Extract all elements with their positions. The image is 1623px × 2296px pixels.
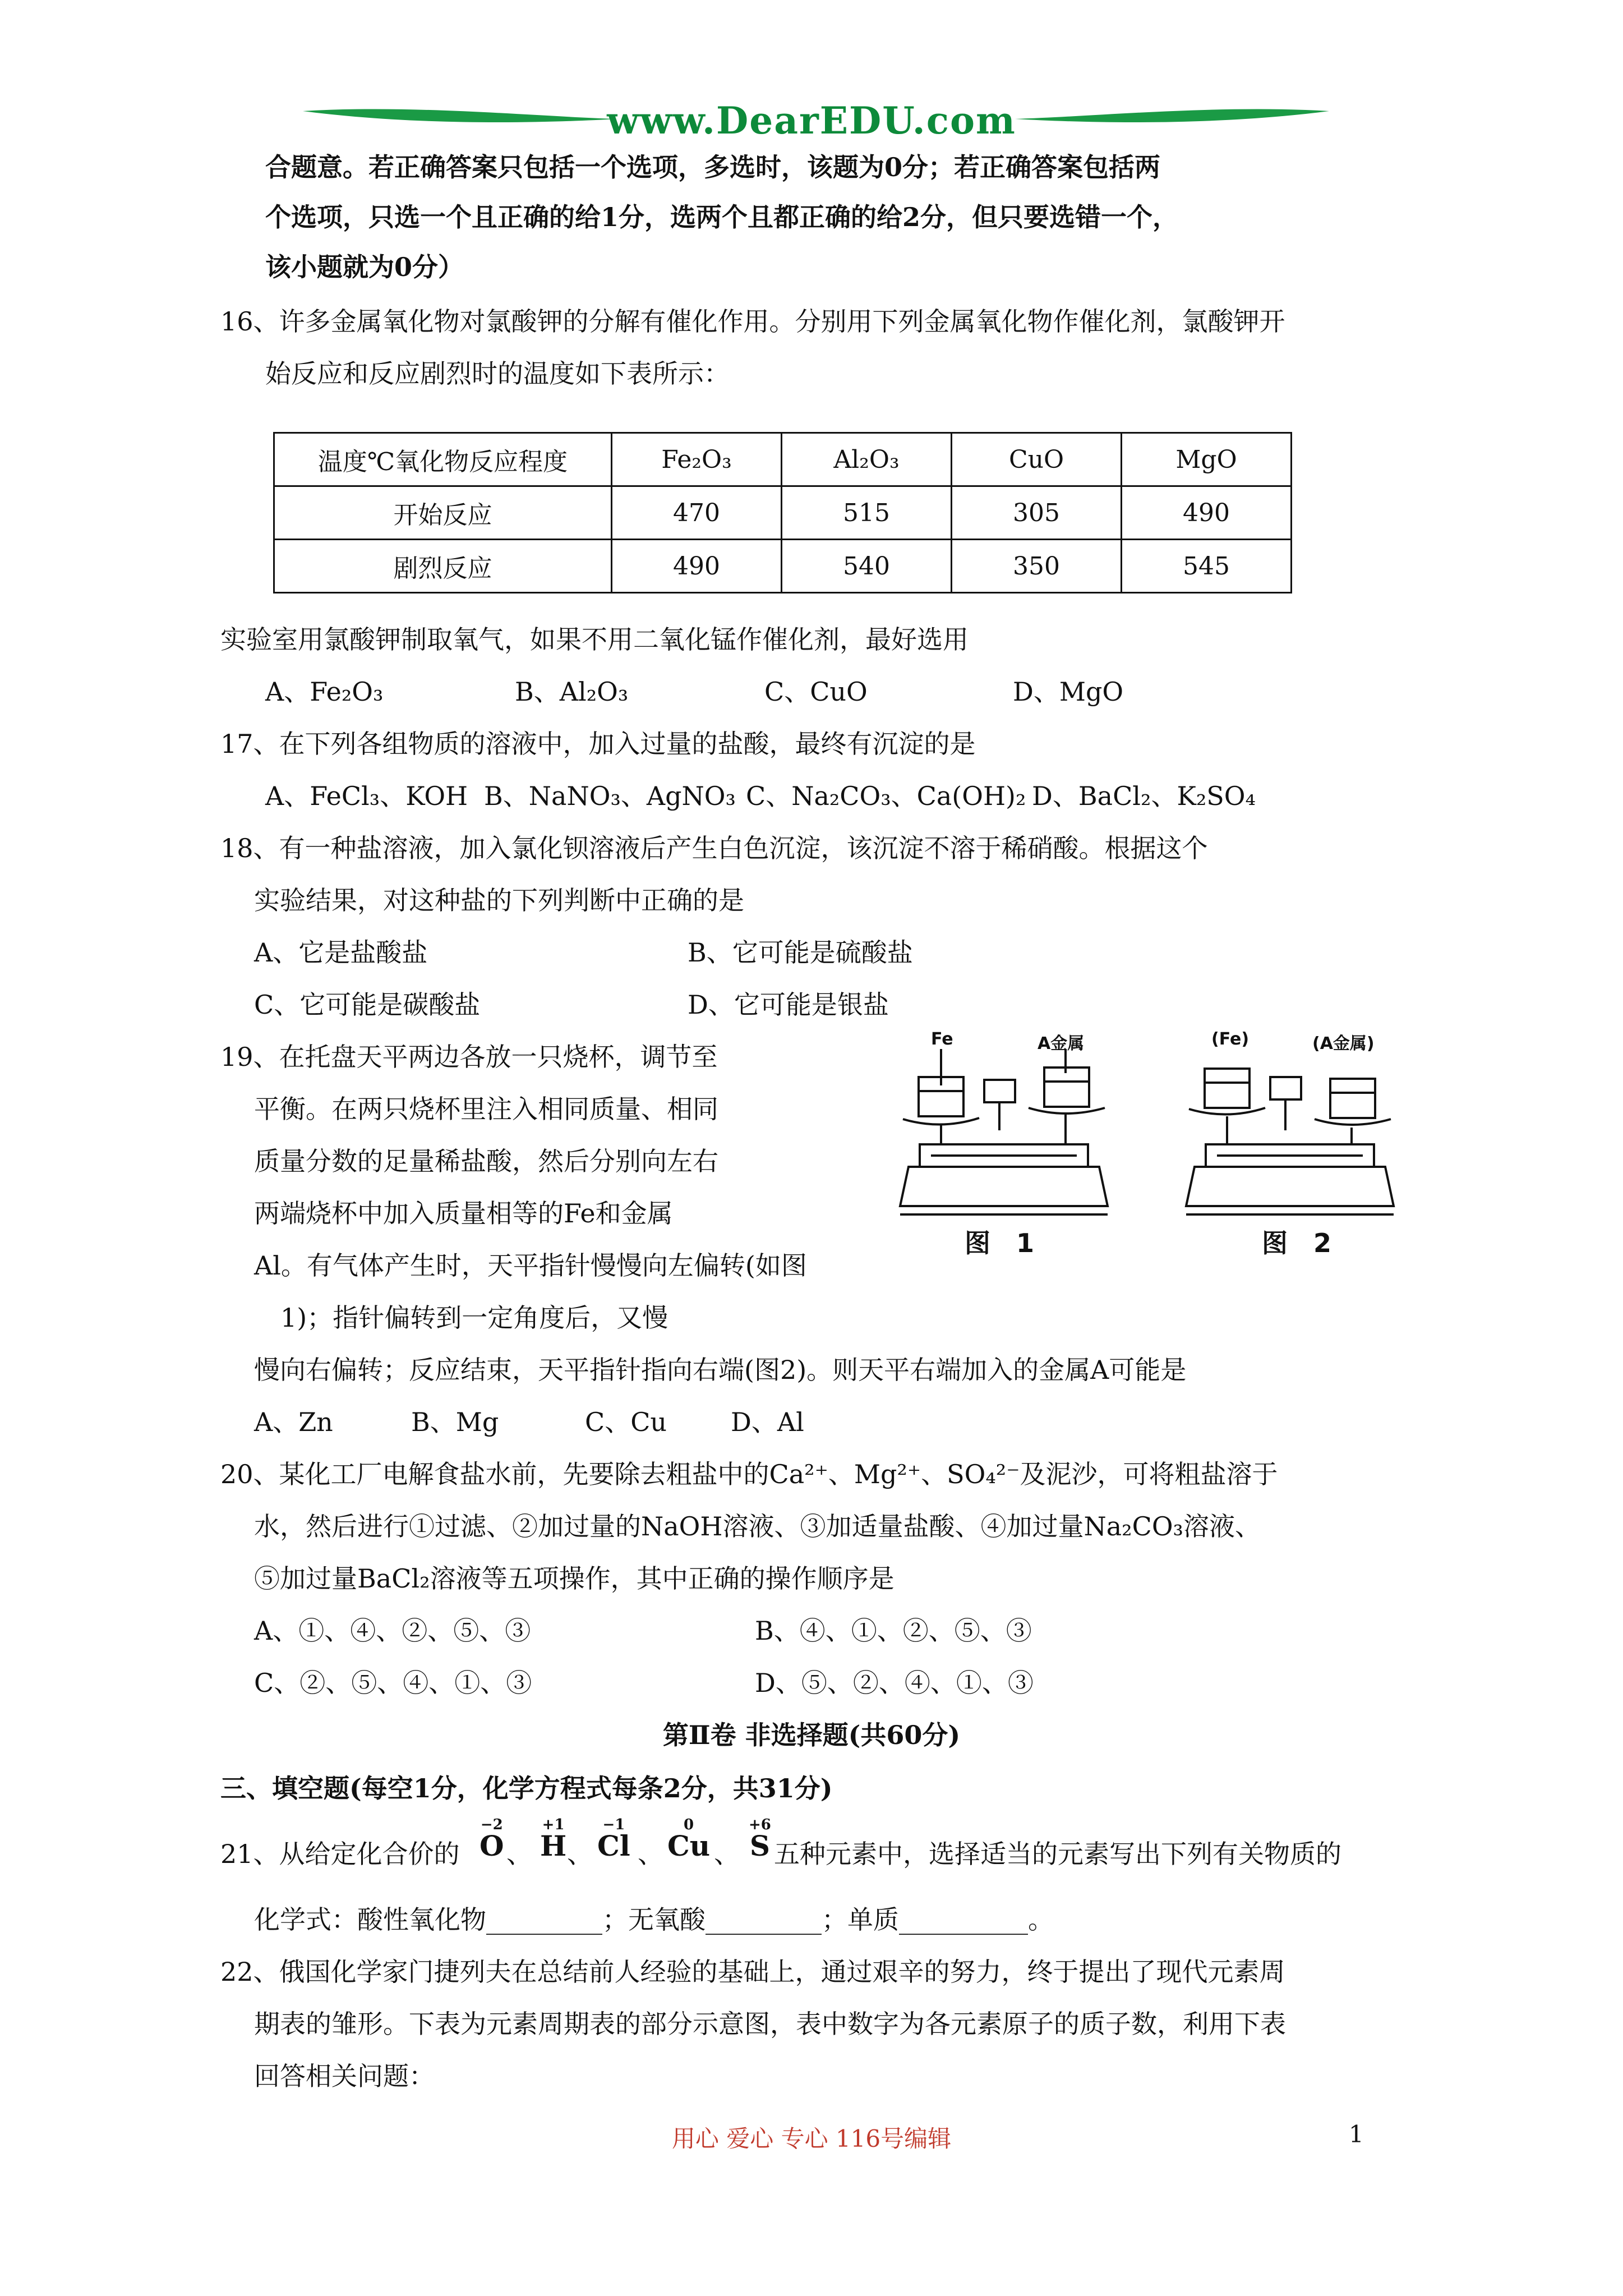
q19-line-4: 两端烧杯中加入质量相等的Fe和金属 (254, 1198, 673, 1228)
balance-icon (1183, 1046, 1396, 1220)
valence-element: −2 O (479, 1816, 504, 1862)
q17-option-a: A、FeCl₃、KOH (265, 781, 468, 811)
q16-option-d: D、MgO (1013, 677, 1124, 707)
q19-line-1: 19、在托盘天平两边各放一只烧杯，调节至 (220, 1042, 718, 1072)
q19-option-c: C、Cu (585, 1407, 667, 1437)
fig1-right-label: A金属 (1038, 1034, 1085, 1053)
table-oxide: MgO (1122, 433, 1292, 486)
table-cell: 490 (1122, 486, 1292, 540)
q20-line-1: 20、某化工厂电解食盐水前，先要除去粗盐中的Ca²⁺、Mg²⁺、SO₄²⁻及泥沙，可将粗盐溶于 (220, 1459, 1278, 1489)
q21-suffix: 五种元素中，选择适当的元素写出下列有关物质的 (774, 1839, 1341, 1869)
q19-option-a: A、Zn (254, 1407, 333, 1437)
section-title: 第Ⅱ卷 非选择题(共60分) (662, 1720, 961, 1750)
fig2-right-label: (A金属) (1312, 1034, 1375, 1053)
q17-option-c: C、Na₂CO₃、Ca(OH)₂ (746, 781, 1026, 811)
table-cell: 305 (952, 486, 1122, 540)
q22-line-3: 回答相关问题： (254, 2061, 435, 2091)
q20-option-c: C、②、⑤、④、①、③ (254, 1668, 532, 1698)
fig2-caption: 图 2 (1262, 1228, 1332, 1258)
valence-element: +1 H (540, 1816, 567, 1862)
table-row (274, 486, 1292, 540)
balance-figure-2 (1183, 1029, 1396, 1258)
q22-line-1: 22、俄国化学家门捷列夫在总结前人经验的基础上，通过艰辛的努力，终于提出了现代元素周 (220, 1957, 1285, 1987)
part3-heading: 三、填空题(每空1分，化学方程式每条2分，共31分) (220, 1773, 833, 1803)
q20-line-3: ⑤加过量BaCl₂溶液等五项操作，其中正确的操作顺序是 (254, 1563, 895, 1594)
intro-line-2: 个选项，只选一个且正确的给1分，选两个且都正确的给2分，但只要选错一个， (265, 202, 1179, 232)
table-row (274, 540, 1292, 593)
footer-text: 用心 爱心 专心 116号编辑 (671, 2125, 952, 2152)
q17-option-b: B、NaNO₃、AgNO₃ (484, 781, 736, 811)
q17-option-d: D、BaCl₂、K₂SO₄ (1032, 781, 1256, 811)
q19-line-5: Al。有气体产生时，天平指针慢慢向左偏转(如图 (254, 1250, 807, 1281)
catalyst-table (273, 432, 1292, 593)
q20-option-d: D、⑤、②、④、①、③ (755, 1668, 1034, 1698)
table-oxide: Al₂O₃ (782, 433, 952, 486)
q16-option-c: C、CuO (764, 677, 868, 707)
q18-option-b: B、它可能是硫酸盐 (688, 937, 913, 968)
balance-icon (897, 1046, 1110, 1220)
q18-option-a: A、它是盐酸盐 (254, 937, 428, 968)
fig1-caption: 图 1 (965, 1228, 1035, 1258)
q20-option-a: A、①、④、②、⑤、③ (254, 1616, 531, 1646)
q21-line-2: 化学式：酸性氧化物_________；无氧酸_________；单质__________。 (254, 1904, 1054, 1935)
table-cell: 350 (952, 540, 1122, 593)
table-cell: 515 (782, 486, 952, 540)
page-number: 1 (1349, 2120, 1364, 2148)
q18-option-d: D、它可能是银盐 (688, 990, 889, 1020)
valence-element: −1 Cl (597, 1816, 630, 1862)
q19-line-2: 平衡。在两只烧杯里注入相同质量、相同 (254, 1094, 718, 1124)
q16-question: 实验室用氯酸钾制取氧气，如果不用二氧化锰作催化剂，最好选用 (220, 624, 969, 655)
q16-stem-2: 始反应和反应剧烈时的温度如下表所示： (265, 358, 730, 389)
q16-stem-1: 16、许多金属氧化物对氯酸钾的分解有催化作用。分别用下列金属氧化物作催化剂，氯酸钾开 (220, 306, 1285, 337)
valence-element: 0 Cu (667, 1816, 711, 1862)
q21-prefix: 21、从给定化合价的 (220, 1839, 460, 1869)
table-cell: 490 (612, 540, 782, 593)
table-row-label: 剧烈反应 (274, 540, 612, 593)
site-title: www.DearEDU.com (607, 99, 1016, 142)
q17-stem: 17、在下列各组物质的溶液中，加入过量的盐酸，最终有沉淀的是 (220, 729, 976, 759)
q19-line-3: 质量分数的足量稀盐酸，然后分别向左右 (254, 1146, 718, 1176)
table-header-label: 温度℃氧化物反应程度 (274, 433, 612, 486)
q18-option-c: C、它可能是碳酸盐 (254, 990, 481, 1020)
table-oxide: Fe₂O₃ (612, 433, 782, 486)
q16-option-a: A、Fe₂O₃ (265, 677, 384, 707)
q18-stem-1: 18、有一种盐溶液，加入氯化钡溶液后产生白色沉淀，该沉淀不溶于稀硝酸。根据这个 (220, 833, 1208, 863)
q19-option-b: B、Mg (411, 1407, 499, 1437)
q19-line-6: 1)；指针偏转到一定角度后，又慢 (280, 1303, 668, 1333)
q20-option-b: B、④、①、②、⑤、③ (755, 1616, 1032, 1646)
balance-figure-1 (897, 1029, 1110, 1258)
table-row-label: 开始反应 (274, 486, 612, 540)
q19-option-d: D、Al (731, 1407, 804, 1437)
q16-option-b: B、Al₂O₃ (515, 677, 629, 707)
table-row (274, 433, 1292, 486)
q19-line-7: 慢向右偏转；反应结束，天平指针指向右端(图2)。则天平右端加入的金属A可能是 (254, 1355, 1187, 1385)
q20-line-2: 水，然后进行①过滤、②加过量的NaOH溶液、③加适量盐酸、④加过量Na₂CO₃溶液、 (254, 1511, 1261, 1542)
table-oxide: CuO (952, 433, 1122, 486)
table-cell: 470 (612, 486, 782, 540)
q22-line-2: 期表的雏形。下表为元素周期表的部分示意图，表中数字为各元素原子的质子数，利用下表 (254, 2009, 1286, 2039)
table-cell: 545 (1122, 540, 1292, 593)
fig2-left-label: (Fe) (1211, 1029, 1249, 1049)
fig1-left-label: Fe (931, 1029, 953, 1049)
q18-stem-2: 实验结果，对这种盐的下列判断中正确的是 (254, 885, 744, 915)
valence-element: +6 S (749, 1816, 771, 1862)
intro-line-3: 该小题就为0分） (265, 252, 464, 282)
intro-line-1: 合题意。若正确答案只包括一个选项，多选时，该题为0分；若正确答案包括两 (265, 152, 1161, 182)
table-cell: 540 (782, 540, 952, 593)
